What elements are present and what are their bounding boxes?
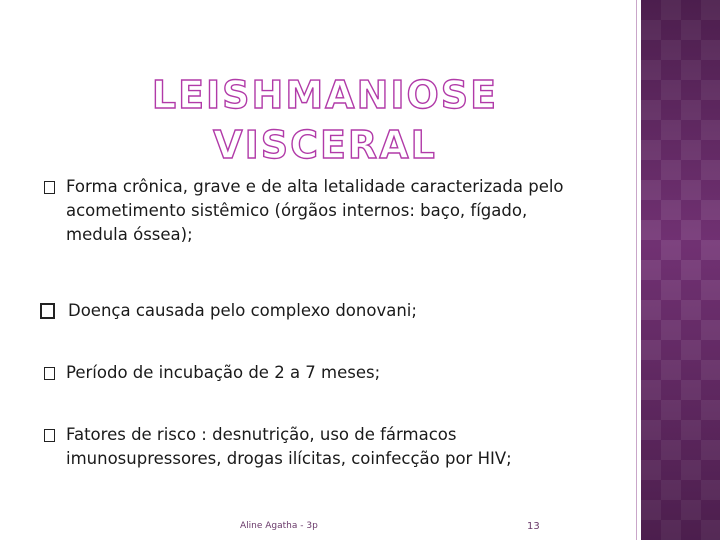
bullet-text: Fatores de risco : desnutrição, uso de fármacos imunosupressores, drogas ilícitas, coinfecção por HIV;	[66, 425, 512, 468]
decorative-side-panel	[641, 0, 720, 540]
bullet-square-icon	[40, 303, 55, 319]
bullet-text: Forma crônica, grave e de alta letalidade caracterizada pelo acometimento sistêmico (órgãos internos: baço, fígado, medula óssea);	[66, 177, 564, 244]
bullet-item	[44, 361, 586, 385]
bullet-square-icon	[44, 367, 55, 380]
slide-title: LEISHMANIOSE VISCERAL	[151, 73, 499, 167]
bullet-text: Doença causada pelo complexo donovani;	[68, 301, 417, 320]
bullet-text: Período de incubação de 2 a 7 meses;	[66, 363, 381, 382]
footer-author: Aline Agatha - 3p	[240, 521, 318, 531]
bullet-square-icon	[44, 181, 55, 194]
bullet-square-icon	[44, 429, 55, 442]
page-number: 13	[527, 521, 540, 532]
bullet-item	[44, 175, 586, 247]
bullet-item	[40, 299, 588, 323]
panel-divider-line	[636, 0, 637, 540]
bullet-item	[44, 423, 606, 471]
